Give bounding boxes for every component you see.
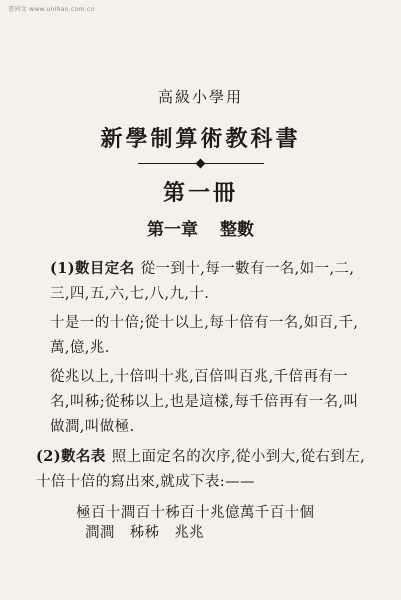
watermark: 書同文 www.unihan.com.cn [8,6,95,13]
paragraph-1 [36,256,366,307]
table-row-1: 極百十澗百十秭百十兆億萬千百十個 [76,505,315,521]
table-row-2: 澗澗 秭秭 兆兆 [85,525,205,541]
volume-title: 第一冊 [162,180,238,206]
chapter-number: 第一章 [147,220,198,240]
paragraph-4 [36,444,366,495]
paragraph-text: 從兆以上,十倍叫十兆,百倍叫百兆,千倍再有一名,叫秭;從秭以上,也是這樣,每千倍再有一名,叫做澗,叫做極. [50,369,359,435]
chapter-name: 整數 [220,220,254,240]
book-title: 新學制算術教科書 [100,126,301,152]
number-name-table [76,503,346,543]
series-title: 高級小學用 [157,88,243,106]
body-text [36,256,366,499]
ornamental-divider [138,160,264,168]
chapter-heading [0,215,401,240]
section-term: (1)數目定名 [50,260,135,277]
diamond-ornament-icon [196,159,206,169]
section-term: (2)數名表 [36,448,106,465]
paragraph-text: 從一到十,每一數有一名,如一,二,三,四,五,六,七,八,九,十. [50,261,355,302]
paragraph-text: 照上面定名的次序,從小到大,從右到左,十倍十倍的寫出來,就成下表:—— [36,449,366,490]
paragraph-2 [36,311,366,361]
paragraph-3 [36,365,366,440]
paragraph-text: 十是一的十倍;從十以上,每十倍有一名,如百,千,萬,億,兆. [50,315,359,356]
